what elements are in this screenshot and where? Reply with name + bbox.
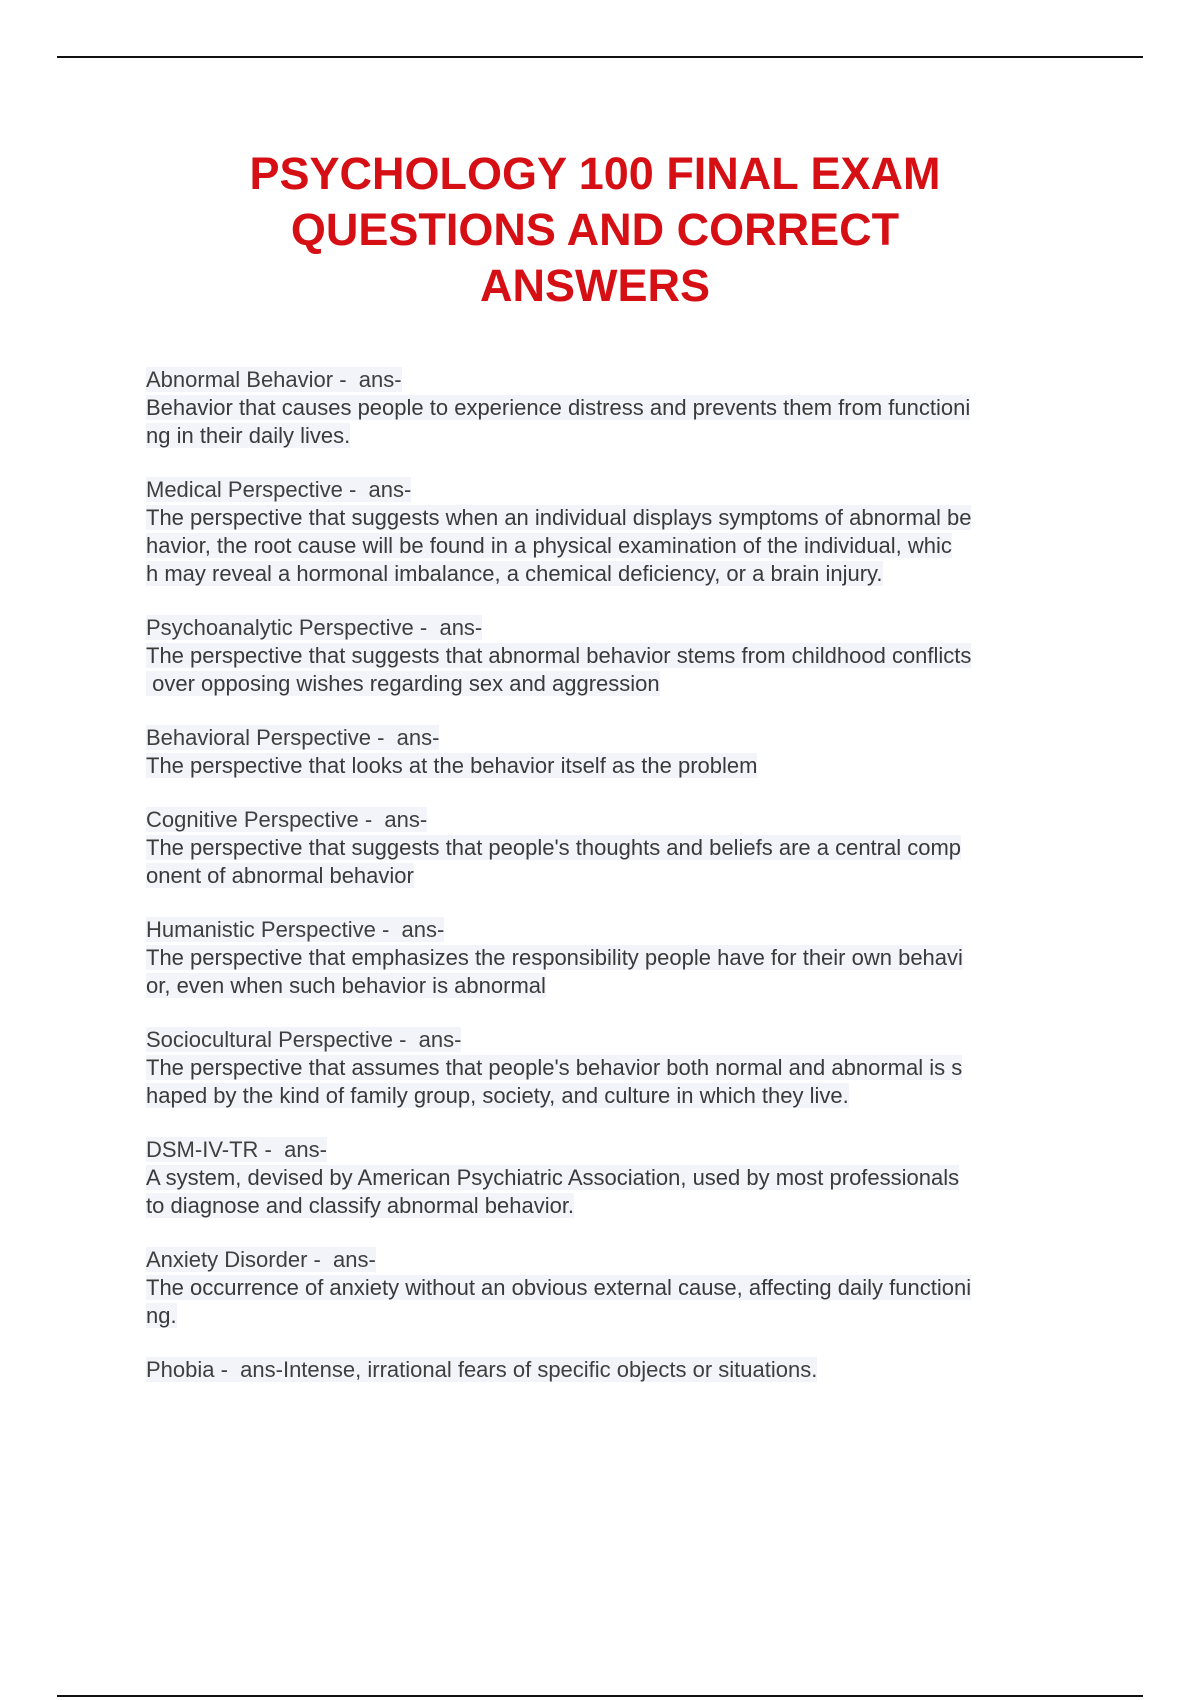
answer-line: to diagnose and classify abnormal behavior. — [146, 1193, 575, 1218]
term-label: DSM-IV-TR - ans- — [146, 1137, 327, 1162]
term-label: Humanistic Perspective - ans- — [146, 917, 445, 942]
qa-item-cognitive-perspective — [146, 806, 1091, 890]
title-line-2: QUESTIONS AND CORRECT — [290, 204, 900, 255]
answer-line: The perspective that suggests that abnormal behavior stems from childhood conflicts — [146, 643, 972, 668]
qa-item-anxiety-disorder — [146, 1246, 1091, 1330]
answer-line: The perspective that looks at the behavior itself as the problem — [146, 753, 758, 778]
qa-item-humanistic-perspective — [146, 916, 1091, 1000]
term-label: Cognitive Perspective - ans- — [146, 807, 428, 832]
term-label: Anxiety Disorder - ans- — [146, 1247, 376, 1272]
answer-line: havior, the root cause will be found in a physical examination of the individual, whic — [146, 533, 952, 558]
answer-line: over opposing wishes regarding sex and aggression — [146, 671, 660, 696]
qa-item-dsm-iv-tr — [146, 1136, 1091, 1220]
qa-item-phobia — [146, 1356, 1091, 1384]
term-label: Phobia - ans-Intense, irrational fears of specific objects or situations. — [146, 1357, 818, 1382]
bottom-rule — [57, 1695, 1143, 1697]
answer-line: The perspective that suggests when an individual displays symptoms of abnormal be — [146, 505, 972, 530]
page-title — [160, 146, 1030, 314]
answer-line: The occurrence of anxiety without an obvious external cause, affecting daily functioni — [146, 1275, 972, 1300]
answer-line: ng. — [146, 1303, 177, 1328]
term-label: Medical Perspective - ans- — [146, 477, 412, 502]
answer-line: h may reveal a hormonal imbalance, a chemical deficiency, or a brain injury. — [146, 561, 883, 586]
answer-line: ng in their daily lives. — [146, 423, 351, 448]
qa-item-medical-perspective — [146, 476, 1091, 588]
qa-item-behavioral-perspective — [146, 724, 1091, 780]
answer-line: A system, devised by American Psychiatric Association, used by most professionals — [146, 1165, 960, 1190]
term-label: Sociocultural Perspective - ans- — [146, 1027, 462, 1052]
title-line-1: PSYCHOLOGY 100 FINAL EXAM — [249, 148, 941, 199]
answer-line: The perspective that suggests that people's thoughts and beliefs are a central comp — [146, 835, 962, 860]
qa-item-psychoanalytic-perspective — [146, 614, 1091, 698]
title-line-3: ANSWERS — [479, 260, 710, 311]
answer-line: haped by the kind of family group, society, and culture in which they live. — [146, 1083, 849, 1108]
answer-line: Behavior that causes people to experience distress and prevents them from functioni — [146, 395, 971, 420]
term-label: Behavioral Perspective - ans- — [146, 725, 440, 750]
qa-item-abnormal-behavior — [146, 366, 1091, 450]
answer-line: onent of abnormal behavior — [146, 863, 414, 888]
answer-line: The perspective that assumes that people's behavior both normal and abnormal is s — [146, 1055, 963, 1080]
qa-list — [146, 366, 1091, 1410]
qa-item-sociocultural-perspective — [146, 1026, 1091, 1110]
term-label: Psychoanalytic Perspective - ans- — [146, 615, 483, 640]
answer-line: The perspective that emphasizes the responsibility people have for their own behavi — [146, 945, 963, 970]
answer-line: or, even when such behavior is abnormal — [146, 973, 546, 998]
term-label: Abnormal Behavior - ans- — [146, 367, 402, 392]
top-rule — [57, 56, 1143, 58]
